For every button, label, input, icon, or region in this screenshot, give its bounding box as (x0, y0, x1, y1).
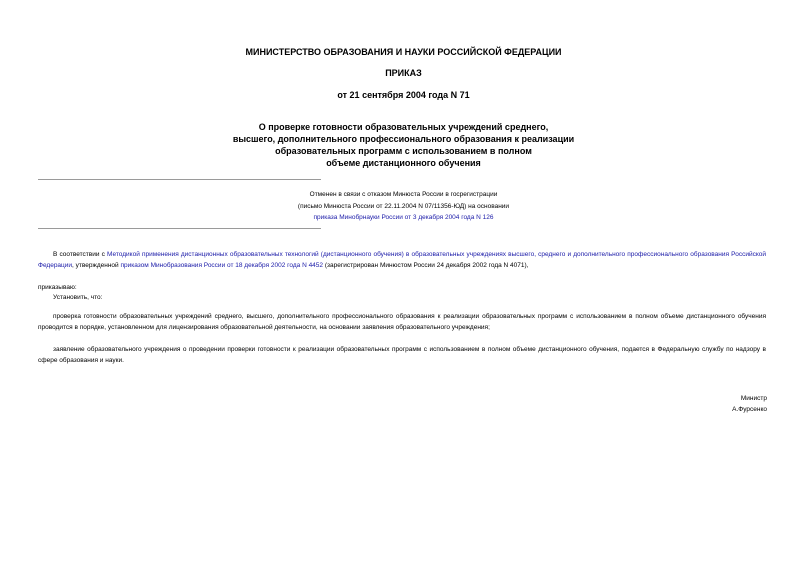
paragraph-item-1 (38, 312, 766, 333)
title-line: высшего, дополнительного профессионального образования к реализации (232, 134, 575, 144)
paragraph-order: приказываю: (38, 284, 77, 291)
text: (зарегистрирован Минюстом России 24 декабря 2002 года N 4071), (323, 261, 529, 269)
document-title (0, 121, 807, 169)
note-link[interactable]: приказа Минобрнауки России от 3 декабря 2004 года N 126 (313, 214, 494, 221)
signature-name: А.Фурсенко (732, 406, 767, 413)
methodology-link[interactable]: Методикой применения дистанционных образовательных технологий (дистанционного обучения) в образовательных учреждениях высшего, среднего и дополнительного профессионального образования Российской Федерации (38, 251, 767, 269)
date-number-heading: от 21 сентября 2004 года N 71 (337, 90, 470, 100)
signature-title: Министр (740, 395, 767, 402)
ministry-heading: МИНИСТЕРСТВО ОБРАЗОВАНИЯ И НАУКИ РОССИЙСКОЙ ФЕДЕРАЦИИ (245, 47, 562, 57)
note-line: (письмо Минюста России от 22.11.2004 N 07/11356-ЮД) на основании (297, 203, 510, 210)
text: заявление образовательного учреждения о проведении проверки готовности к реализации образовательных программ с использованием в полном объеме дистанционного обучения, подается в Федеральную службу по надзору в сфере образования и науки. (38, 346, 766, 364)
divider-bottom (38, 228, 321, 229)
title-line: объеме дистанционного обучения (326, 158, 481, 168)
paragraph-establish: Установить, что: (53, 294, 103, 301)
paragraph-item-2 (38, 345, 766, 366)
order-link[interactable]: приказом Минобразования России от 18 декабря 2002 года N 4452 (120, 261, 324, 269)
doc-type-heading: ПРИКАЗ (385, 68, 422, 78)
title-line: О проверке готовности образовательных учреждений среднего, (258, 122, 549, 132)
text: В соответствии с (53, 251, 107, 258)
title-line: образовательных программ с использованием в полном (275, 146, 532, 156)
divider-top (38, 179, 321, 180)
text: проверка готовности образовательных учреждений среднего, высшего, дополнительного профессионального образования к реализации образовательных программ с использованием в полном объеме дистанционного обучения проводится в порядке, установленном для лицензирования образовательной деятельности, на основании заявления образовательного учреждения; (38, 313, 766, 331)
note-line: Отменен в связи с отказом Минюста России в госрегистрации (309, 191, 498, 198)
paragraph-preamble (38, 250, 766, 271)
text: , утвержденной (72, 261, 121, 269)
